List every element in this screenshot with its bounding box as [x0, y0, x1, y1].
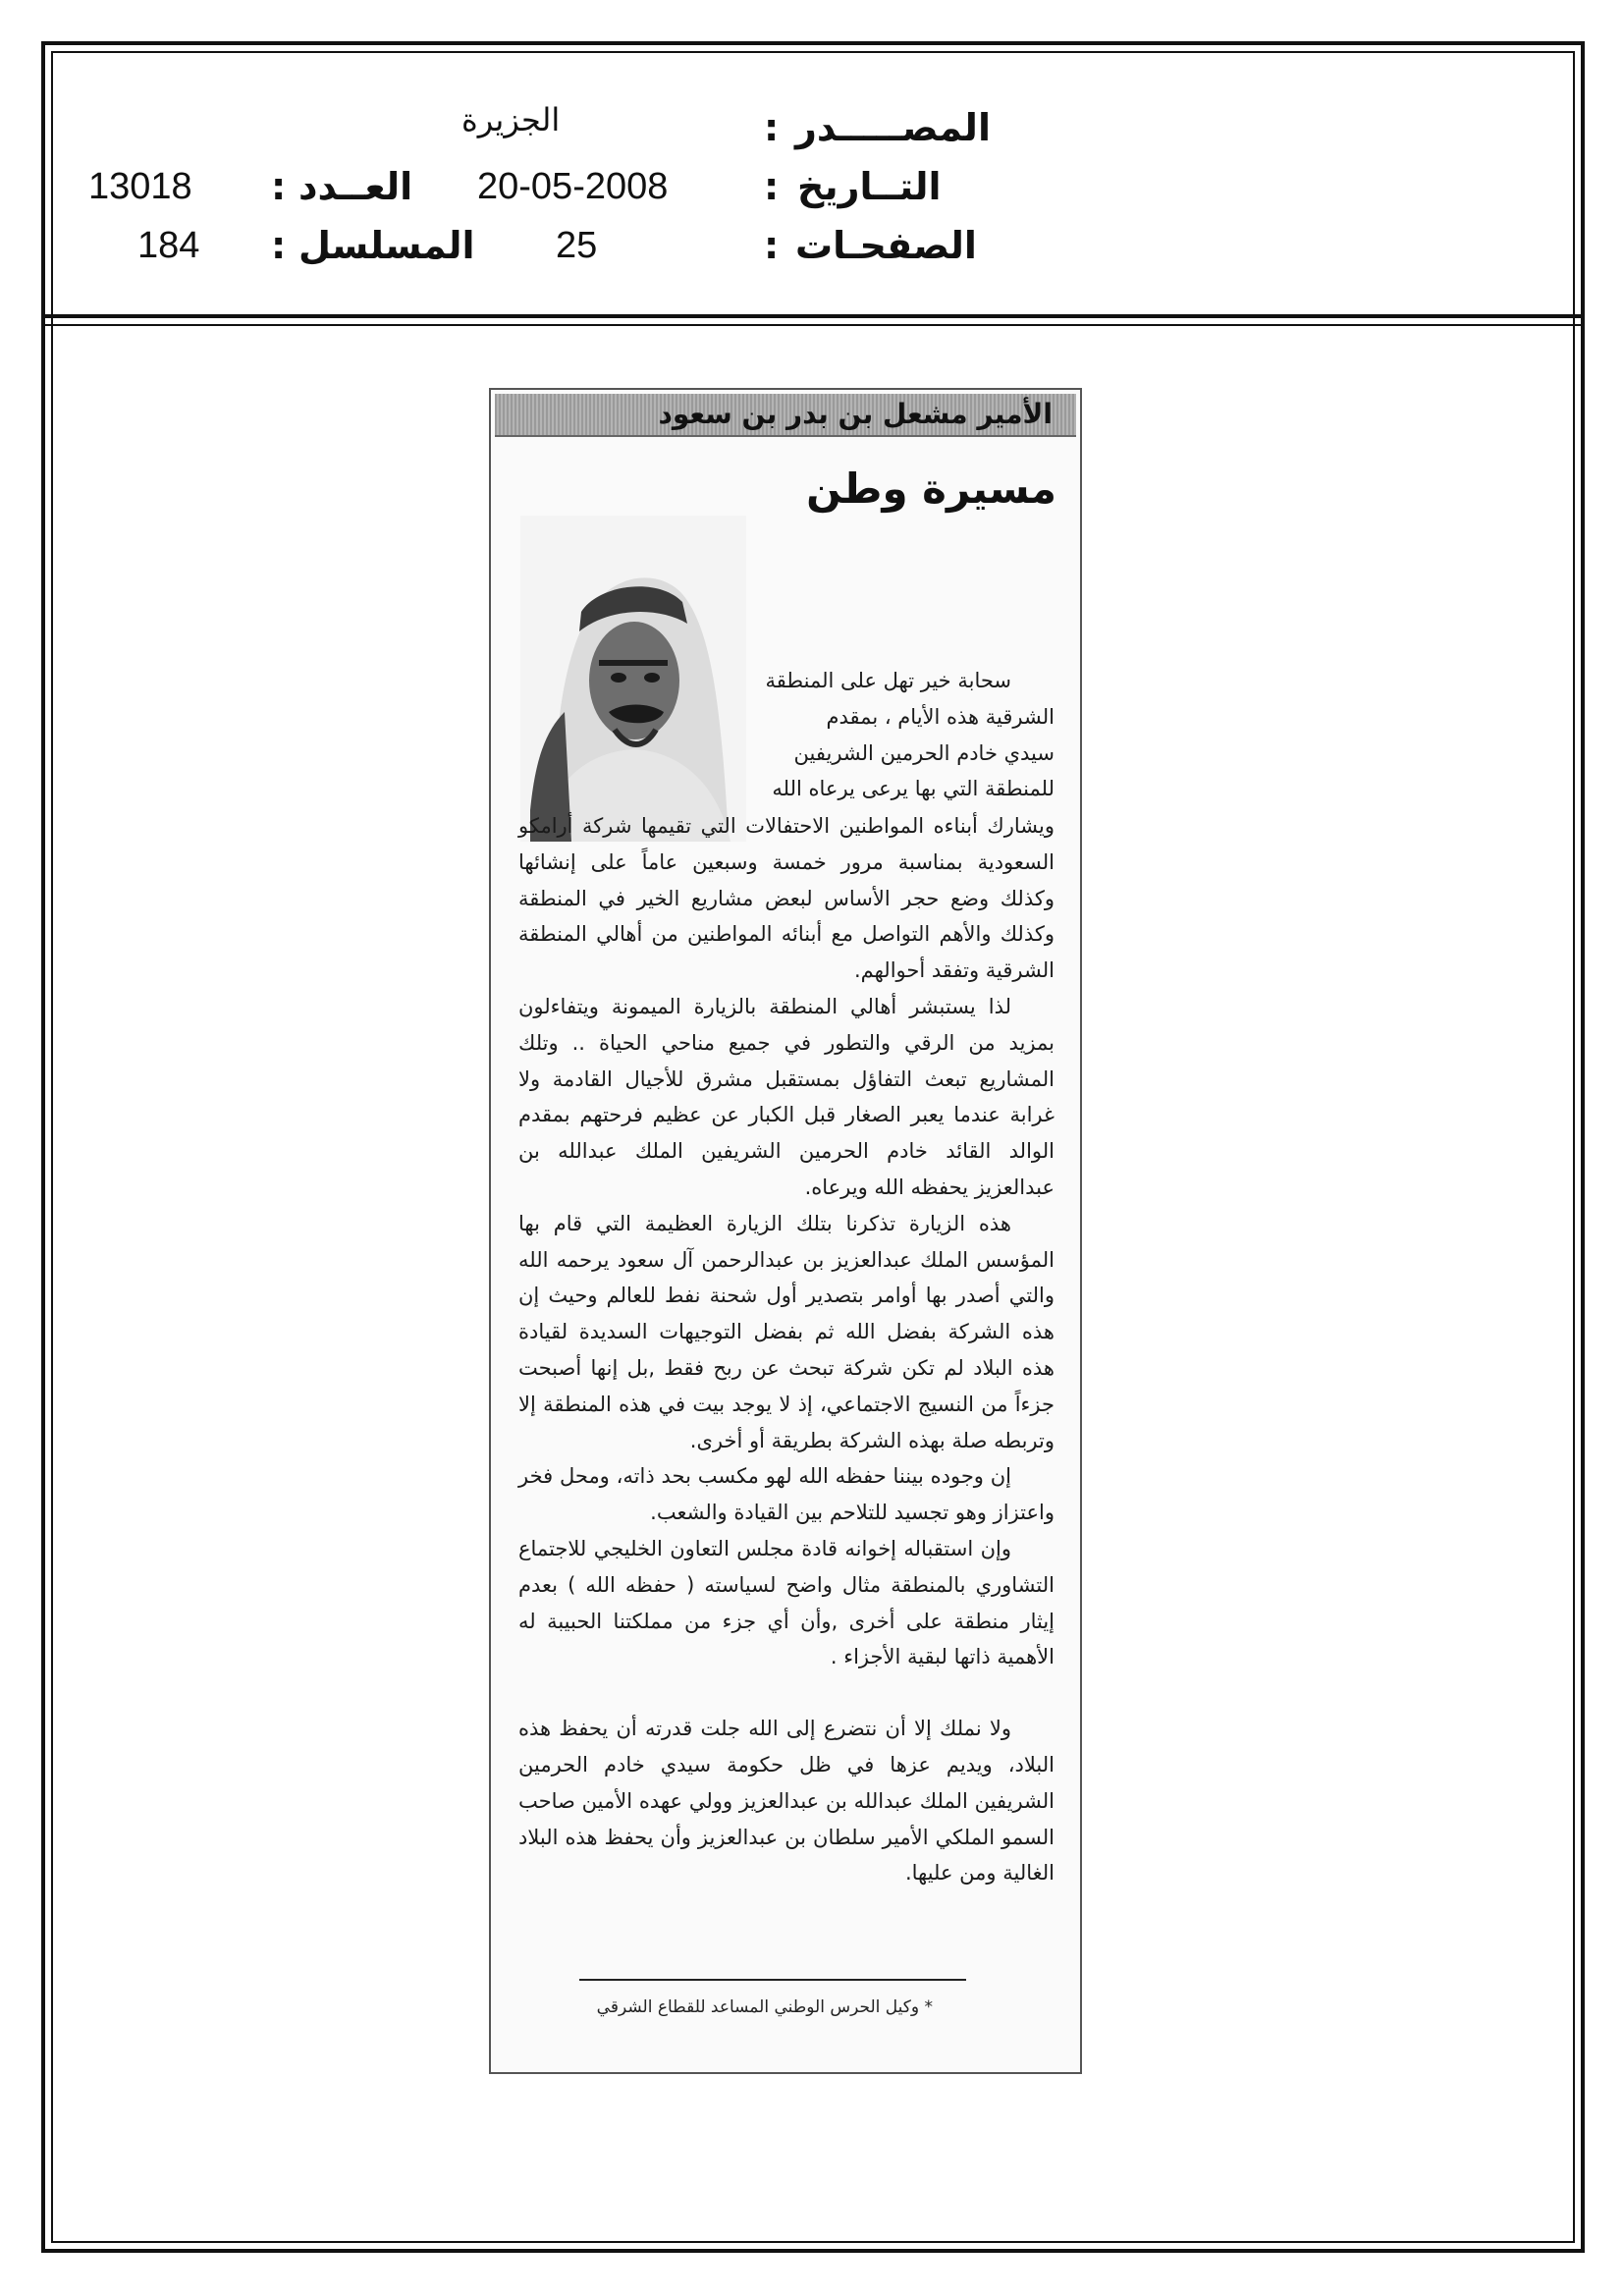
article-paragraph: هذه الزيارة تذكرنا بتلك الزيارة العظيمة التي قام بها المؤسس الملك عبدالعزيز بن عبدالرحمن آل سعود يرحمه الله والتي أصدر بها أوامر بتصدير أول شحنة نفط للعالم وحيث إن هذه الشركة بفضل الله ثم بفضل التوجيهات السديدة لقيادة هذه البلاد لم تكن شركة تبحث عن ربح فقط ,بل إنها أصبحت جزءاً من النسيج الاجتماعي، إذ لا يوجد بيت في هذه المنطقة إلا وتربطه صلة بهذه الشركة بطريقة أو أخرى.: [518, 1211, 1055, 1452]
pages-colon: :: [764, 224, 780, 267]
source-value: الجزيرة: [461, 101, 561, 138]
issue-value: 13018: [88, 166, 192, 207]
article-paragraph: وإن استقباله إخوانه قادة مجلس التعاون الخليجي للاجتماع التشاوري بالمنطقة مثال واضح لسياسته ( حفظه الله ) بعدم إيثار منطقة على أخرى ,وأن أي جزء من مملكتنا الحبيبة له الأهمية ذاتها لبقية الأجزاء .: [518, 1536, 1055, 1669]
date-value: 20-05-2008: [477, 166, 669, 207]
intro-line: سيدي خادم الحرمين الشريفين: [793, 740, 1055, 765]
header-divider: [41, 314, 1585, 318]
date-label: التــاريخ: [797, 165, 942, 208]
source-label: المصـــــدر: [795, 106, 991, 149]
header-divider-thin: [41, 324, 1585, 326]
author-banner: [495, 394, 1076, 437]
article-paragraph: ويشارك أبناءه المواطنين الاحتفالات التي تقيمها شركة أرامكو السعودية بمناسبة مرور خمسة وسبعين عاماً على إنشائها وكذلك وضع حجر الأساس لبعض مشاريع الخير في المنطقة وكذلك والأهم التواصل مع أبنائه المواطنين من أهالي المنطقة الشرقية وتفقد أحوالهم.: [518, 814, 1055, 983]
article-paragraph: لذا يستبشر أهالي المنطقة بالزيارة الميمونة ويتفاءلون بمزيد من الرقي والتطور في جميع مناحي الحياة .. وتلك المشاريع تبعث التفاؤل بمستقبل مشرق للأجيال القادمة ولا غرابة عندما يعبر الصغار قبل الكبار عن عظيم فرحتهم بمقدم الوالد القائد خادم الحرمين الشريفين الملك عبدالله بن عبدالعزيز يحفظه الله ويرعاه.: [518, 994, 1055, 1199]
date-colon: :: [764, 165, 780, 208]
article-body: [518, 808, 1055, 1891]
article-paragraph: إن وجوده بيننا حفظه الله لهو مكسب بحد ذاته، ومحل فخر واعتزاز وهو تجسيد للتلاحم بين القيادة والشعب.: [518, 1464, 1055, 1525]
author-footnote: * وكيل الحرس الوطني المساعد للقطاع الشرقي: [596, 1997, 933, 2017]
pages-value: 25: [556, 225, 598, 266]
source-colon: :: [764, 106, 780, 149]
pages-label: الصفحـات: [795, 224, 977, 267]
issue-label: العــدد: [298, 165, 413, 208]
intro-line: سحابة خير تهل على المنطقة: [765, 669, 1011, 692]
footnote-divider: [579, 1979, 966, 1981]
author-portrait-photo: [520, 516, 746, 842]
serial-colon: :: [271, 224, 287, 267]
serial-label: المسلسل: [298, 224, 475, 267]
author-banner-text: الأمير مشعل بن بدر بن سعود: [658, 398, 1053, 430]
intro-line: الشرقية هذه الأيام ، بمقدم: [826, 704, 1055, 729]
newspaper-clipping: [489, 388, 1082, 2074]
intro-line: للمنطقة التي بها يرعى يرعاه الله: [772, 777, 1055, 801]
article-headline: مسيرة وطن: [806, 465, 1056, 513]
article-intro: [742, 663, 1055, 807]
issue-colon: :: [271, 165, 287, 208]
article-paragraph: ولا نملك إلا أن نتضرع إلى الله جلت قدرته أن يحفظ هذه البلاد، ويديم عزها في ظل حكومة سيدي خادم الحرمين الشريفين الملك عبدالله بن عبدالعزيز وولي عهده الأمين صاحب السمو الملكي الأمير سلطان بن عبدالعزيز وأن يحفظ هذه البلاد الغالية ومن عليها.: [518, 1717, 1055, 1886]
serial-value: 184: [137, 225, 200, 266]
